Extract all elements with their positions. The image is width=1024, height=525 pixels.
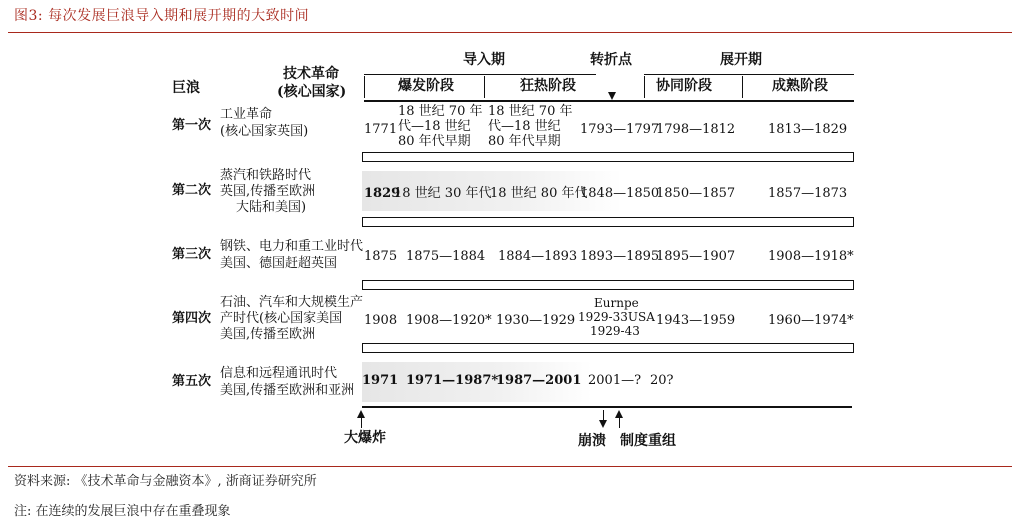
row5-synergy: 20? bbox=[650, 373, 674, 388]
col-synergy-header: 协同阶段 bbox=[656, 78, 712, 94]
row5-tech-line2: 美国,传播至欧洲和亚洲 bbox=[220, 383, 355, 398]
row1-timeline-bar bbox=[362, 152, 854, 162]
bottom-rule bbox=[8, 466, 1012, 467]
header-divider bbox=[644, 76, 645, 98]
row2-tech-line1: 蒸汽和铁路时代 bbox=[220, 168, 312, 183]
header-rule bbox=[364, 100, 854, 102]
row5-start: 1971 bbox=[362, 373, 399, 388]
row2-wave: 第二次 bbox=[172, 183, 212, 198]
row4-turning-line2: 1929-33USA bbox=[578, 310, 655, 324]
row2-tech-line2: 英国,传播至欧洲 bbox=[220, 184, 316, 199]
phase-deploy-label: 展开期 bbox=[720, 52, 762, 68]
turning-point-arrow-icon bbox=[608, 92, 616, 100]
col-maturity-header: 成熟阶段 bbox=[772, 78, 828, 94]
restructure-arrow-stem bbox=[619, 416, 620, 428]
row1-turning: 1793—1797 bbox=[580, 122, 660, 137]
row1-maturity: 1813—1829 bbox=[768, 122, 848, 137]
row1-tech-line2: (核心国家英国) bbox=[220, 124, 309, 139]
row2-synergy: 1850—1857 bbox=[656, 186, 736, 201]
row2-start: 1829 bbox=[364, 186, 401, 201]
row4-eruption: 1908—1920* bbox=[406, 313, 492, 328]
footnote: 注: 在连续的发展巨浪中存在重叠现象 bbox=[14, 504, 231, 519]
row3-frenzy: 1884—1893 bbox=[498, 249, 578, 264]
col-wave-header: 巨浪 bbox=[172, 80, 200, 96]
row4-start: 1908 bbox=[364, 313, 398, 328]
row3-start: 1875 bbox=[364, 249, 398, 264]
row4-wave: 第四次 bbox=[172, 311, 212, 326]
row4-timeline-bar bbox=[362, 343, 854, 353]
row3-timeline-bar bbox=[362, 280, 854, 290]
row2-timeline-bar bbox=[362, 217, 854, 227]
row4-tech-line3: 美国,传播至欧洲 bbox=[220, 327, 316, 342]
import-span-line bbox=[364, 74, 596, 75]
row5-wave: 第五次 bbox=[172, 374, 212, 389]
row2-eruption: 18 世纪 30 年代 bbox=[394, 186, 492, 201]
collapse-arrow-icon bbox=[599, 420, 607, 428]
row4-frenzy: 1930—1929 bbox=[496, 313, 576, 328]
source-note: 资料来源: 《技术革命与金融资本》, 浙商证券研究所 bbox=[14, 474, 317, 489]
header-divider bbox=[484, 76, 485, 98]
row4-maturity: 1960—1974* bbox=[768, 313, 854, 328]
row1-wave: 第一次 bbox=[172, 118, 212, 133]
row1-start: 1771 bbox=[364, 122, 398, 137]
row3-eruption: 1875—1884 bbox=[406, 249, 486, 264]
row3-tech-line2: 美国、德国赶超英国 bbox=[220, 256, 338, 271]
row3-wave: 第三次 bbox=[172, 247, 212, 262]
row5-frenzy: 1987—2001 bbox=[496, 373, 582, 388]
row1-frenzy: 18 世纪 70 年代—18 世纪 80 年代早期 bbox=[488, 104, 573, 149]
row5-turning: 2001—? bbox=[588, 373, 642, 388]
restructure-label: 制度重组 bbox=[620, 433, 676, 449]
phase-import-label: 导入期 bbox=[463, 52, 505, 68]
row5-bottom-rule bbox=[362, 406, 852, 408]
row4-turning-line1: Eurnpe bbox=[594, 296, 639, 310]
row4-tech-line2: 产时代(核心国家美国 bbox=[220, 311, 343, 326]
row3-maturity: 1908—1918* bbox=[768, 249, 854, 264]
row2-frenzy: 18 世纪 80 年代 bbox=[490, 186, 588, 201]
row5-tech-line1: 信息和远程通讯时代 bbox=[220, 366, 338, 381]
row4-synergy: 1943—1959 bbox=[656, 313, 736, 328]
row3-turning: 1893—1895 bbox=[580, 249, 660, 264]
header-divider bbox=[364, 76, 365, 98]
row4-turning-line3: 1929-43 bbox=[590, 324, 640, 338]
header-divider bbox=[742, 76, 743, 98]
row2-tech-line3: 大陆和美国) bbox=[236, 200, 307, 215]
row1-tech-line1: 工业革命 bbox=[220, 107, 273, 122]
col-tech-header-line1: 技术革命 bbox=[283, 66, 339, 82]
row2-turning: 1848—1850 bbox=[580, 186, 660, 201]
figure-title: 图3: 每次发展巨浪导入期和展开期的大致时间 bbox=[14, 8, 310, 24]
row3-tech-line1: 钢铁、电力和重工业时代 bbox=[220, 239, 364, 254]
col-eruption-header: 爆发阶段 bbox=[398, 78, 454, 94]
col-frenzy-header: 狂热阶段 bbox=[520, 78, 576, 94]
row2-maturity: 1857—1873 bbox=[768, 186, 848, 201]
collapse-label: 崩溃 bbox=[578, 433, 606, 449]
top-rule bbox=[8, 32, 1012, 33]
row5-eruption: 1971—1987* bbox=[406, 373, 499, 388]
big-bang-arrow-stem bbox=[361, 416, 362, 428]
phase-turning-label: 转折点 bbox=[590, 52, 632, 68]
row4-tech-line1: 石油、汽车和大规模生产 bbox=[220, 295, 364, 310]
row1-synergy: 1798—1812 bbox=[656, 122, 736, 137]
deploy-span-line bbox=[644, 74, 854, 75]
col-tech-header-line2: (核心国家) bbox=[277, 84, 347, 100]
row3-synergy: 1895—1907 bbox=[656, 249, 736, 264]
big-bang-label: 大爆炸 bbox=[344, 430, 386, 446]
row1-eruption: 18 世纪 70 年代—18 世纪 80 年代早期 bbox=[398, 104, 483, 149]
